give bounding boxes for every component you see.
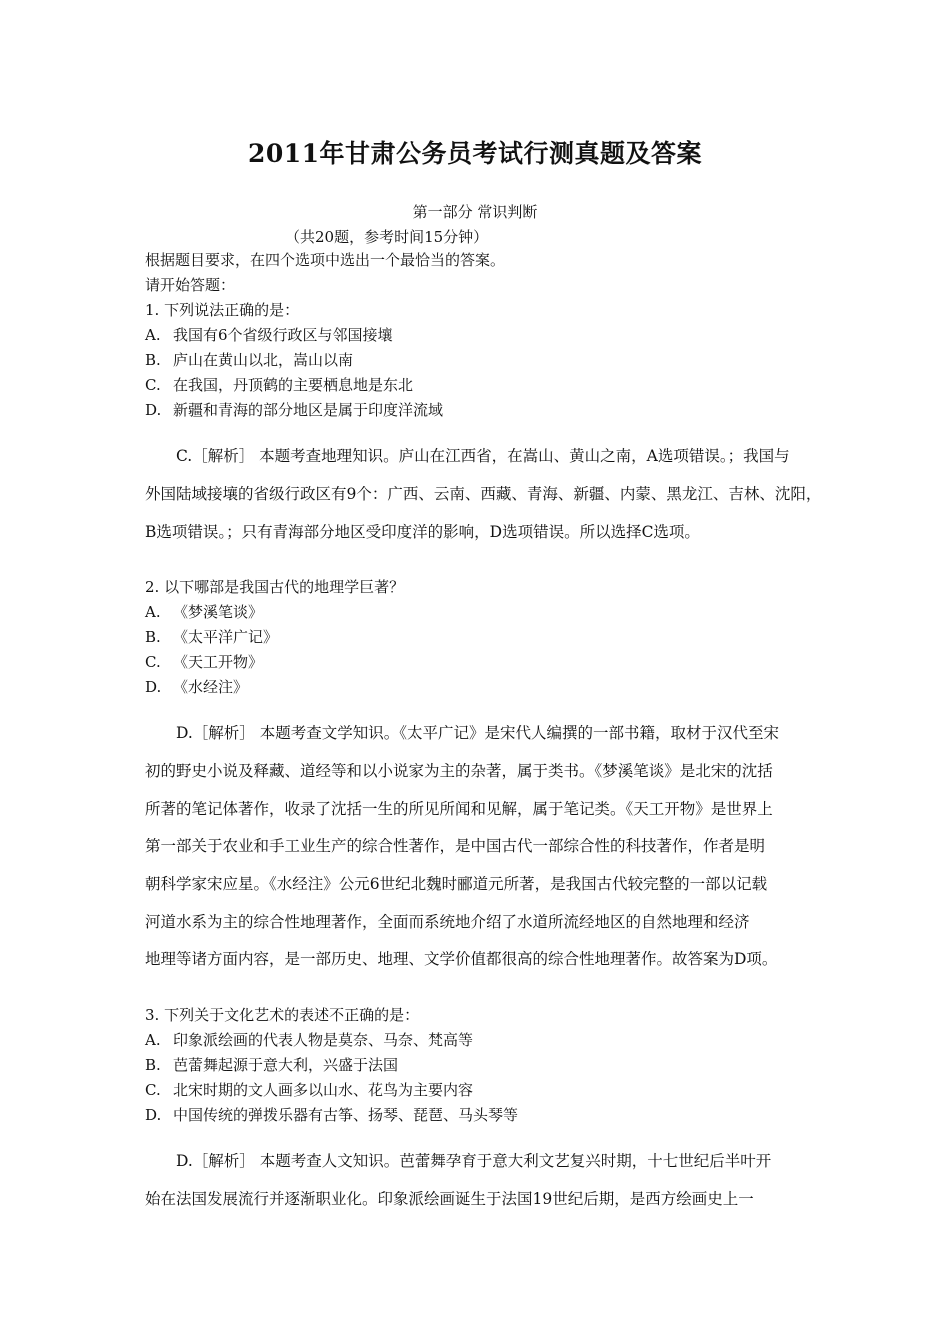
analysis-line: 朝科学家宋应星。《水经注》公元6世纪北魏时郦道元所著，是我国古代较完整的一部以记载 — [145, 875, 768, 893]
option-text: 庐山在黄山以北，嵩山以南 — [173, 351, 354, 369]
option-text: 新疆和青海的部分地区是属于印度洋流域 — [173, 401, 444, 419]
section-heading: 第一部分 常识判断 — [412, 203, 538, 221]
option-label: B. — [145, 351, 161, 369]
option-item — [145, 400, 443, 420]
option-text: 中国传统的弹拨乐器有古筝、扬琴、琵琶、马头琴等 — [173, 1106, 519, 1124]
option-item — [145, 1080, 473, 1100]
option-label: B. — [145, 628, 161, 646]
option-item — [145, 602, 263, 622]
analysis-line: 地理等诸方面内容，是一部历史、地理、文学价值都很高的综合性地理著作。故答案为D项。 — [145, 950, 778, 968]
option-item — [145, 325, 393, 345]
analysis-line: B选项错误。；只有青海部分地区受印度洋的影响，D选项错误。所以选择C选项。 — [145, 523, 700, 541]
page-title: 2011年甘肃公务员考试行测真题及答案 — [247, 139, 703, 168]
option-text: 《水经注》 — [173, 678, 249, 696]
section-note: （共20题，参考时间15分钟） — [285, 228, 489, 246]
option-text: 《天工开物》 — [173, 653, 264, 671]
analysis-line: D.［解析］ 本题考查人文知识。芭蕾舞孕育于意大利文艺复兴时期，十七世纪后半叶开 — [145, 1152, 772, 1170]
option-item — [145, 1105, 518, 1125]
option-text: 北宋时期的文人画多以山水、花鸟为主要内容 — [173, 1081, 474, 1099]
option-item — [145, 627, 278, 647]
option-text: 《太平洋广记》 — [173, 628, 279, 646]
option-label: A. — [145, 1031, 161, 1049]
question-stem: 1. 下列说法正确的是： — [145, 301, 300, 319]
option-label: C. — [145, 376, 161, 394]
question-stem: 2. 以下哪部是我国古代的地理学巨著？ — [145, 578, 405, 596]
option-label: D. — [145, 401, 162, 419]
analysis-line: 外国陆域接壤的省级行政区有9个：广西、云南、西藏、青海、新疆、内蒙、黑龙江、吉林、沈阳， — [145, 485, 822, 503]
option-item — [145, 1055, 398, 1075]
option-text: 我国有6个省级行政区与邻国接壤 — [173, 326, 393, 344]
analysis-line: 所著的笔记体著作，收录了沈括一生的所见所闻和见解，属于笔记类。《天工开物》是世界上 — [145, 800, 773, 818]
option-item — [145, 350, 353, 370]
instruction-line: 根据题目要求，在四个选项中选出一个最恰当的答案。 — [145, 251, 506, 269]
analysis-line: D.［解析］ 本题考查文学知识。《太平广记》是宋代人编撰的一部书籍，取材于汉代至宋 — [145, 724, 779, 742]
option-item — [145, 375, 413, 395]
option-item — [145, 677, 248, 697]
option-label: A. — [145, 603, 161, 621]
analysis-line: C.［解析］ 本题考查地理知识。庐山在江西省，在嵩山、黄山之南，A选项错误。；我国与 — [145, 447, 790, 465]
option-label: B. — [145, 1056, 161, 1074]
option-label: A. — [145, 326, 161, 344]
option-label: D. — [145, 678, 162, 696]
analysis-line: 始在法国发展流行并逐渐职业化。印象派绘画诞生于法国19世纪后期，是西方绘画史上一 — [145, 1190, 754, 1208]
option-text: 印象派绘画的代表人物是莫奈、马奈、梵高等 — [173, 1031, 474, 1049]
option-label: D. — [145, 1106, 162, 1124]
instruction-line: 请开始答题： — [145, 276, 236, 294]
option-text: 《梦溪笔谈》 — [173, 603, 264, 621]
option-item — [145, 652, 263, 672]
analysis-line: 初的野史小说及释藏、道经等和以小说家为主的杂著，属于类书。《梦溪笔谈》是北宋的沈括 — [145, 762, 773, 780]
analysis-line: 河道水系为主的综合性地理著作，全面而系统地介绍了水道所流经地区的自然地理和经济 — [145, 913, 750, 931]
option-text: 芭蕾舞起源于意大利，兴盛于法国 — [173, 1056, 399, 1074]
option-label: C. — [145, 1081, 161, 1099]
question-stem: 3. 下列关于文化艺术的表述不正确的是： — [145, 1006, 420, 1024]
option-item — [145, 1030, 473, 1050]
option-text: 在我国，丹顶鹤的主要栖息地是东北 — [173, 376, 414, 394]
option-label: C. — [145, 653, 161, 671]
analysis-line: 第一部关于农业和手工业生产的综合性著作，是中国古代一部综合性的科技著作，作者是明 — [145, 837, 766, 855]
